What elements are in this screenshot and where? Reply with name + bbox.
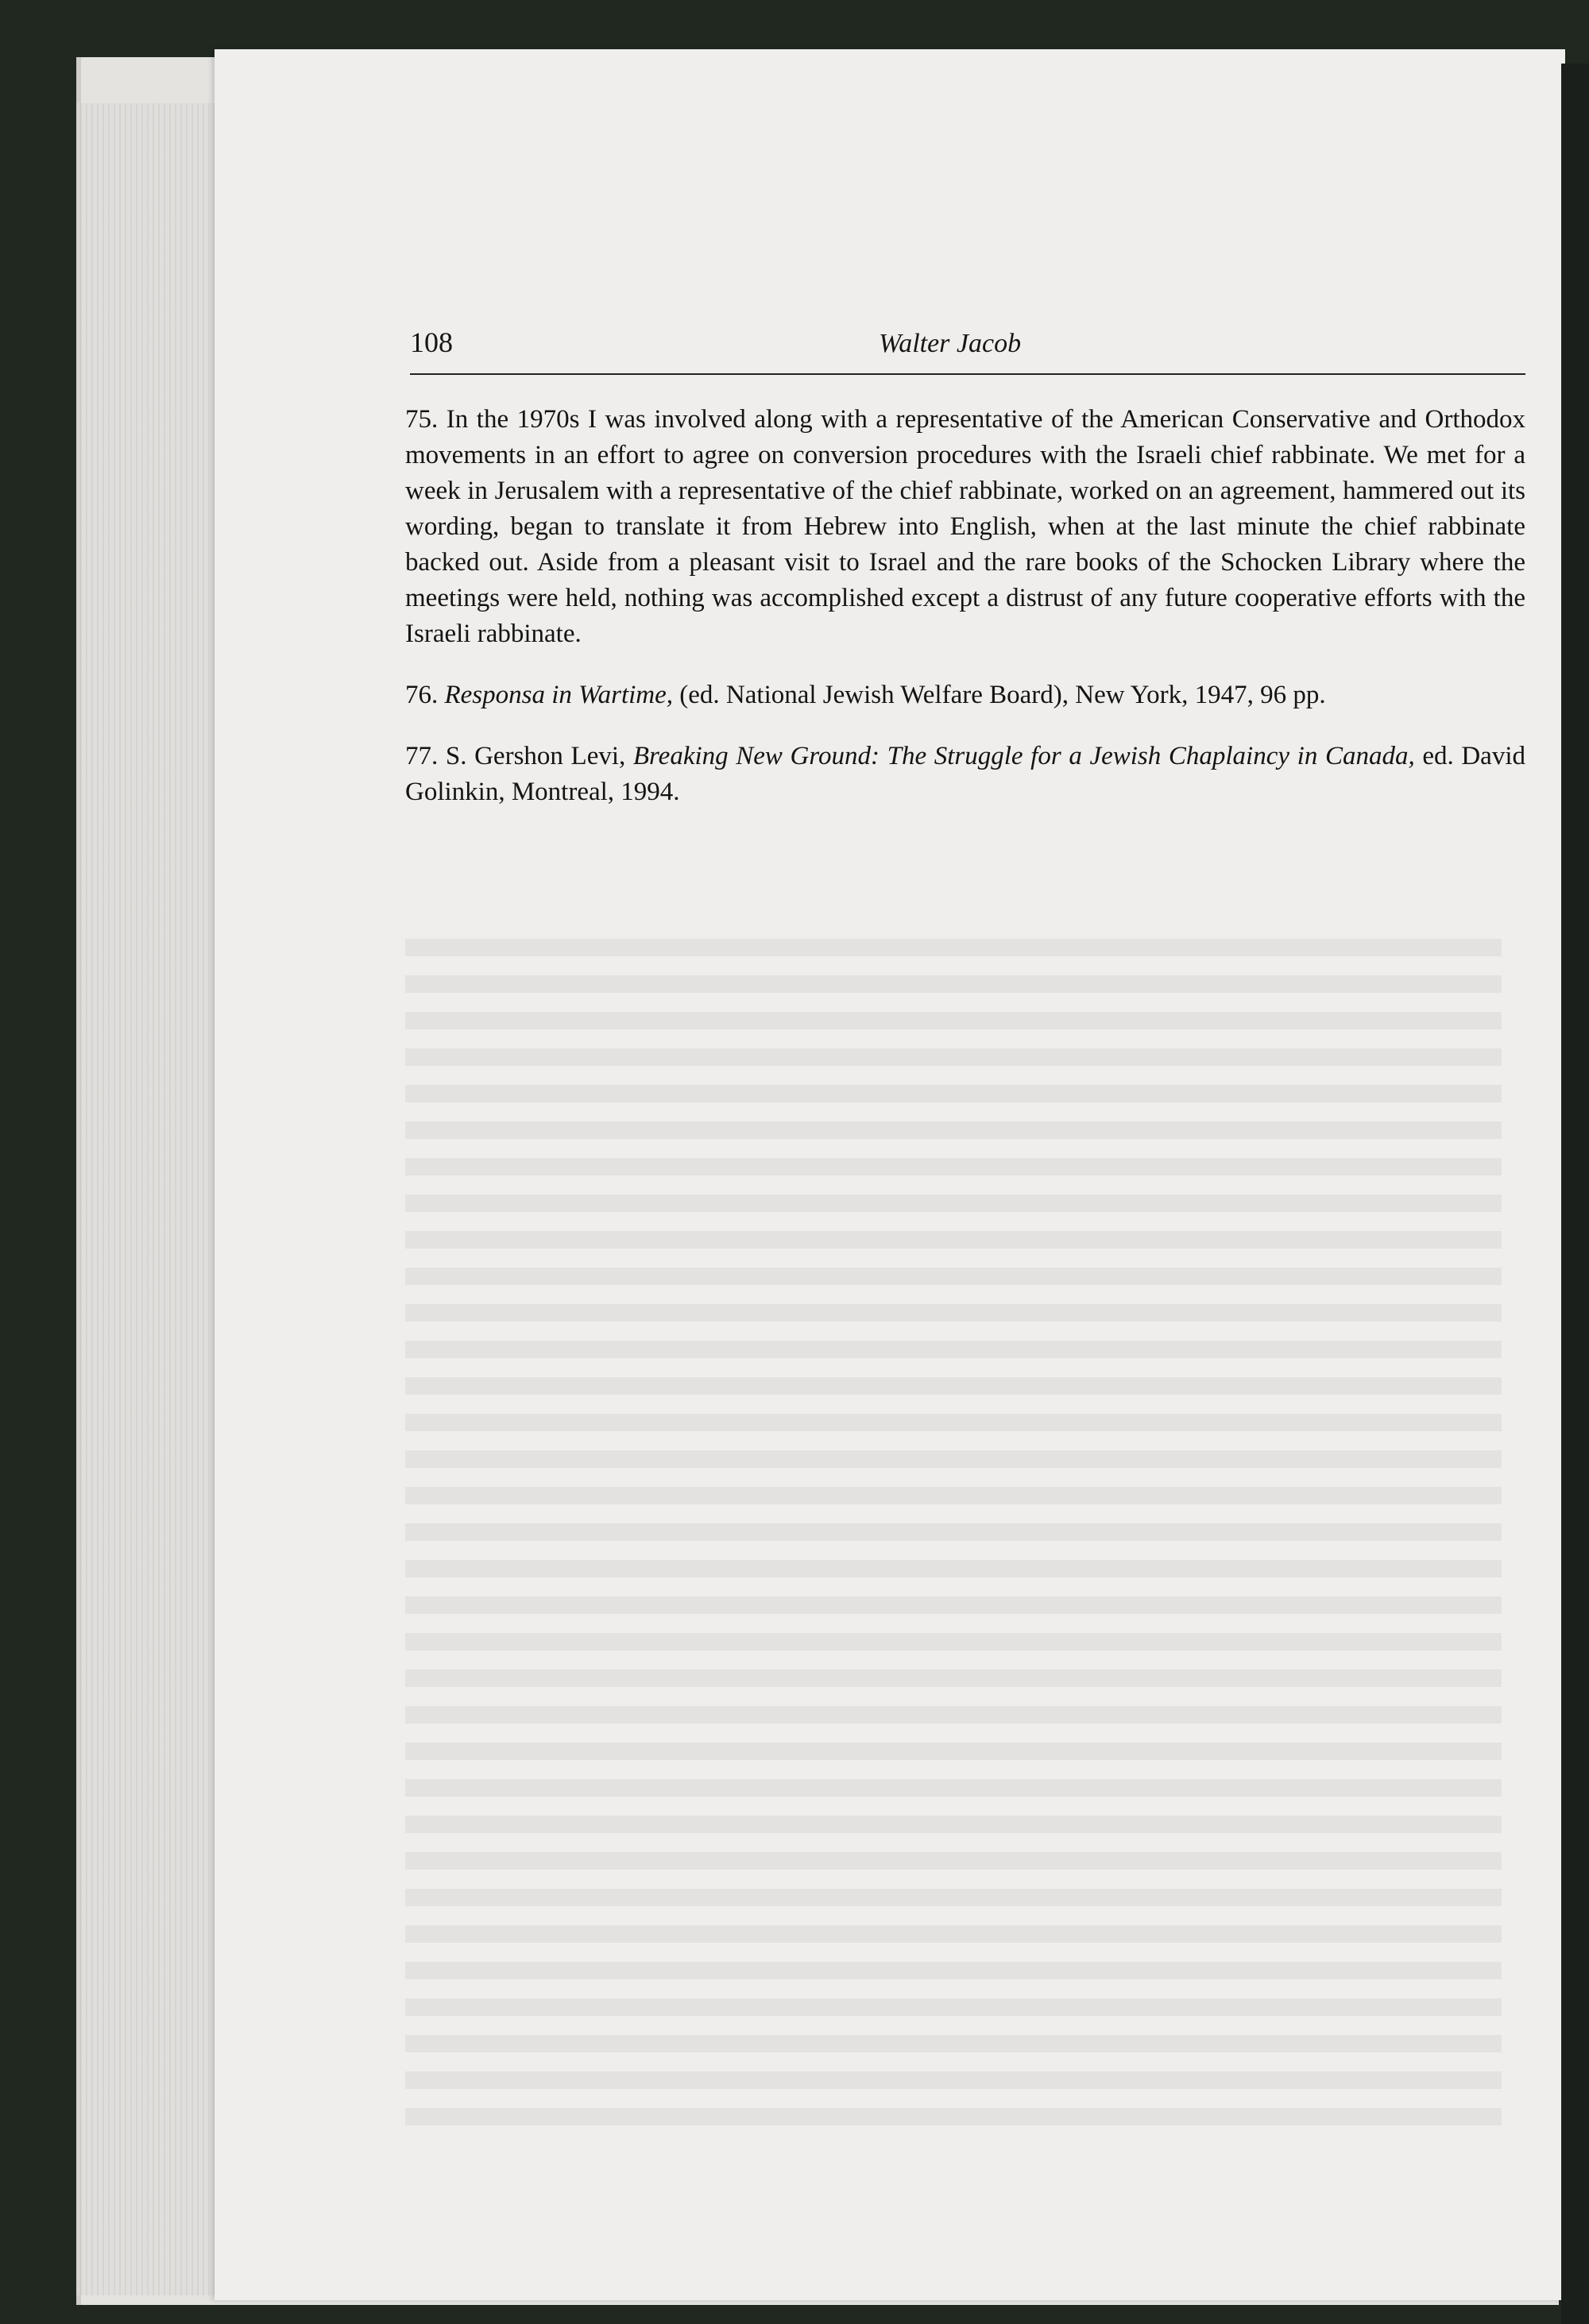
book-page (215, 49, 1565, 2300)
note-number: 75. (405, 405, 439, 434)
note-text: In the 1970s I was involved along with a representative of the American Conservative and Orthodox movements in an effort to agree on conversion procedures with the Israeli chief rabbinate. We met for a week in Jerusalem with a representative of the chief rabbinate, worked on an agreement, hammered out its wording, began to translate it from Hebrew into English, when at the last minute the chief rabbinate backed out. Aside from a pleasant visit to Israel and the rare books of the Schocken Library where the meetings were held, nothing was accomplished except a distrust of any future cooperative efforts with the Israeli rabbinate. (405, 405, 1526, 648)
show-through-text (215, 49, 1565, 2300)
note-title: Responsa in Wartime, (444, 681, 674, 709)
note-text: (ed. National Jewish Welfare Board), New York, 1947, 96 pp. (673, 681, 1326, 709)
note-number: 77. (405, 742, 439, 770)
page-number: 108 (410, 326, 453, 358)
endnote-76 (405, 678, 1525, 713)
scanner-edge (1561, 64, 1589, 2324)
endnotes (405, 402, 1525, 836)
endnote-77 (405, 739, 1525, 810)
running-head: Walter Jacob (879, 329, 1022, 358)
page-header (410, 326, 1525, 375)
endnote-75 (405, 402, 1525, 652)
note-prefix: S. Gershon Levi, (445, 742, 633, 770)
page-edges (76, 103, 219, 2295)
note-title: Breaking New Ground: The Struggle for a Jewish Chaplaincy in Canada, (632, 742, 1415, 770)
note-number: 76. (405, 681, 439, 709)
note-text: ed. David Golinkin, Montreal, 1994. (405, 742, 1525, 806)
